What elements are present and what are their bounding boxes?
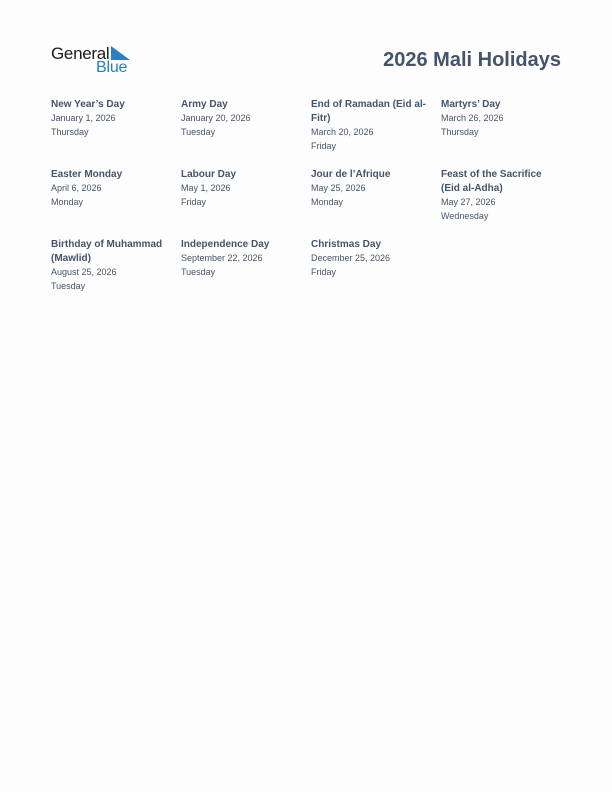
holiday-entry bbox=[181, 98, 303, 139]
holiday-weekday: Tuesday bbox=[51, 280, 86, 291]
holiday-entry bbox=[181, 238, 303, 279]
holiday-entry bbox=[441, 98, 563, 139]
holiday-date: May 1, 2026 bbox=[181, 183, 231, 193]
holiday-weekday: Tuesday bbox=[181, 126, 216, 137]
page-title: 2026 Mali Holidays bbox=[383, 49, 561, 71]
holiday-weekday: Friday bbox=[311, 266, 337, 277]
holiday-date: April 6, 2026 bbox=[51, 183, 102, 193]
holiday-date: January 20, 2026 bbox=[181, 113, 251, 123]
holiday-entry bbox=[51, 98, 173, 139]
holiday-name: Martyrs’ Day bbox=[441, 99, 501, 110]
holiday-entry bbox=[311, 238, 433, 279]
holiday-weekday: Monday bbox=[51, 196, 84, 207]
holiday-weekday: Friday bbox=[181, 196, 207, 207]
holiday-name: Army Day bbox=[181, 99, 228, 110]
holiday-weekday: Wednesday bbox=[441, 210, 489, 221]
holiday-date: January 1, 2026 bbox=[51, 113, 116, 123]
logo-word-blue: Blue bbox=[96, 59, 128, 76]
holiday-date: August 25, 2026 bbox=[51, 267, 117, 277]
holiday-entry bbox=[311, 168, 433, 209]
holiday-name: Jour de l’Afrique bbox=[311, 169, 391, 180]
holiday-entry bbox=[51, 168, 173, 209]
holiday-date: May 25, 2026 bbox=[311, 183, 366, 193]
holiday-date: March 20, 2026 bbox=[311, 127, 374, 137]
holiday-name: Christmas Day bbox=[311, 239, 382, 250]
brand-logo bbox=[51, 44, 141, 78]
holiday-date: May 27, 2026 bbox=[441, 197, 496, 207]
holiday-entry bbox=[311, 98, 433, 153]
logo-triangle-icon bbox=[111, 46, 130, 60]
holiday-weekday: Thursday bbox=[441, 126, 479, 137]
holiday-weekday: Friday bbox=[311, 140, 337, 151]
holiday-entry bbox=[181, 168, 303, 209]
holiday-entry bbox=[441, 168, 563, 223]
holiday-name: Independence Day bbox=[181, 239, 270, 250]
logo-word-general: General bbox=[51, 44, 110, 63]
holiday-name: New Year’s Day bbox=[51, 99, 125, 110]
holiday-date: December 25, 2026 bbox=[311, 253, 391, 263]
holiday-name: End of Ramadan (Eid al-Fitr) bbox=[311, 99, 427, 124]
holiday-name: Birthday of Muhammad (Mawlid) bbox=[51, 239, 163, 264]
holiday-name: Feast of the Sacrifice (Eid al-Adha) bbox=[441, 169, 542, 194]
holiday-entry bbox=[51, 238, 173, 293]
holiday-name: Labour Day bbox=[181, 169, 237, 180]
holiday-weekday: Tuesday bbox=[181, 266, 216, 277]
holiday-date: September 22, 2026 bbox=[181, 253, 263, 263]
holiday-weekday: Monday bbox=[311, 196, 344, 207]
holiday-weekday: Thursday bbox=[51, 126, 89, 137]
holiday-name: Easter Monday bbox=[51, 169, 123, 180]
holiday-date: March 26, 2026 bbox=[441, 113, 504, 123]
